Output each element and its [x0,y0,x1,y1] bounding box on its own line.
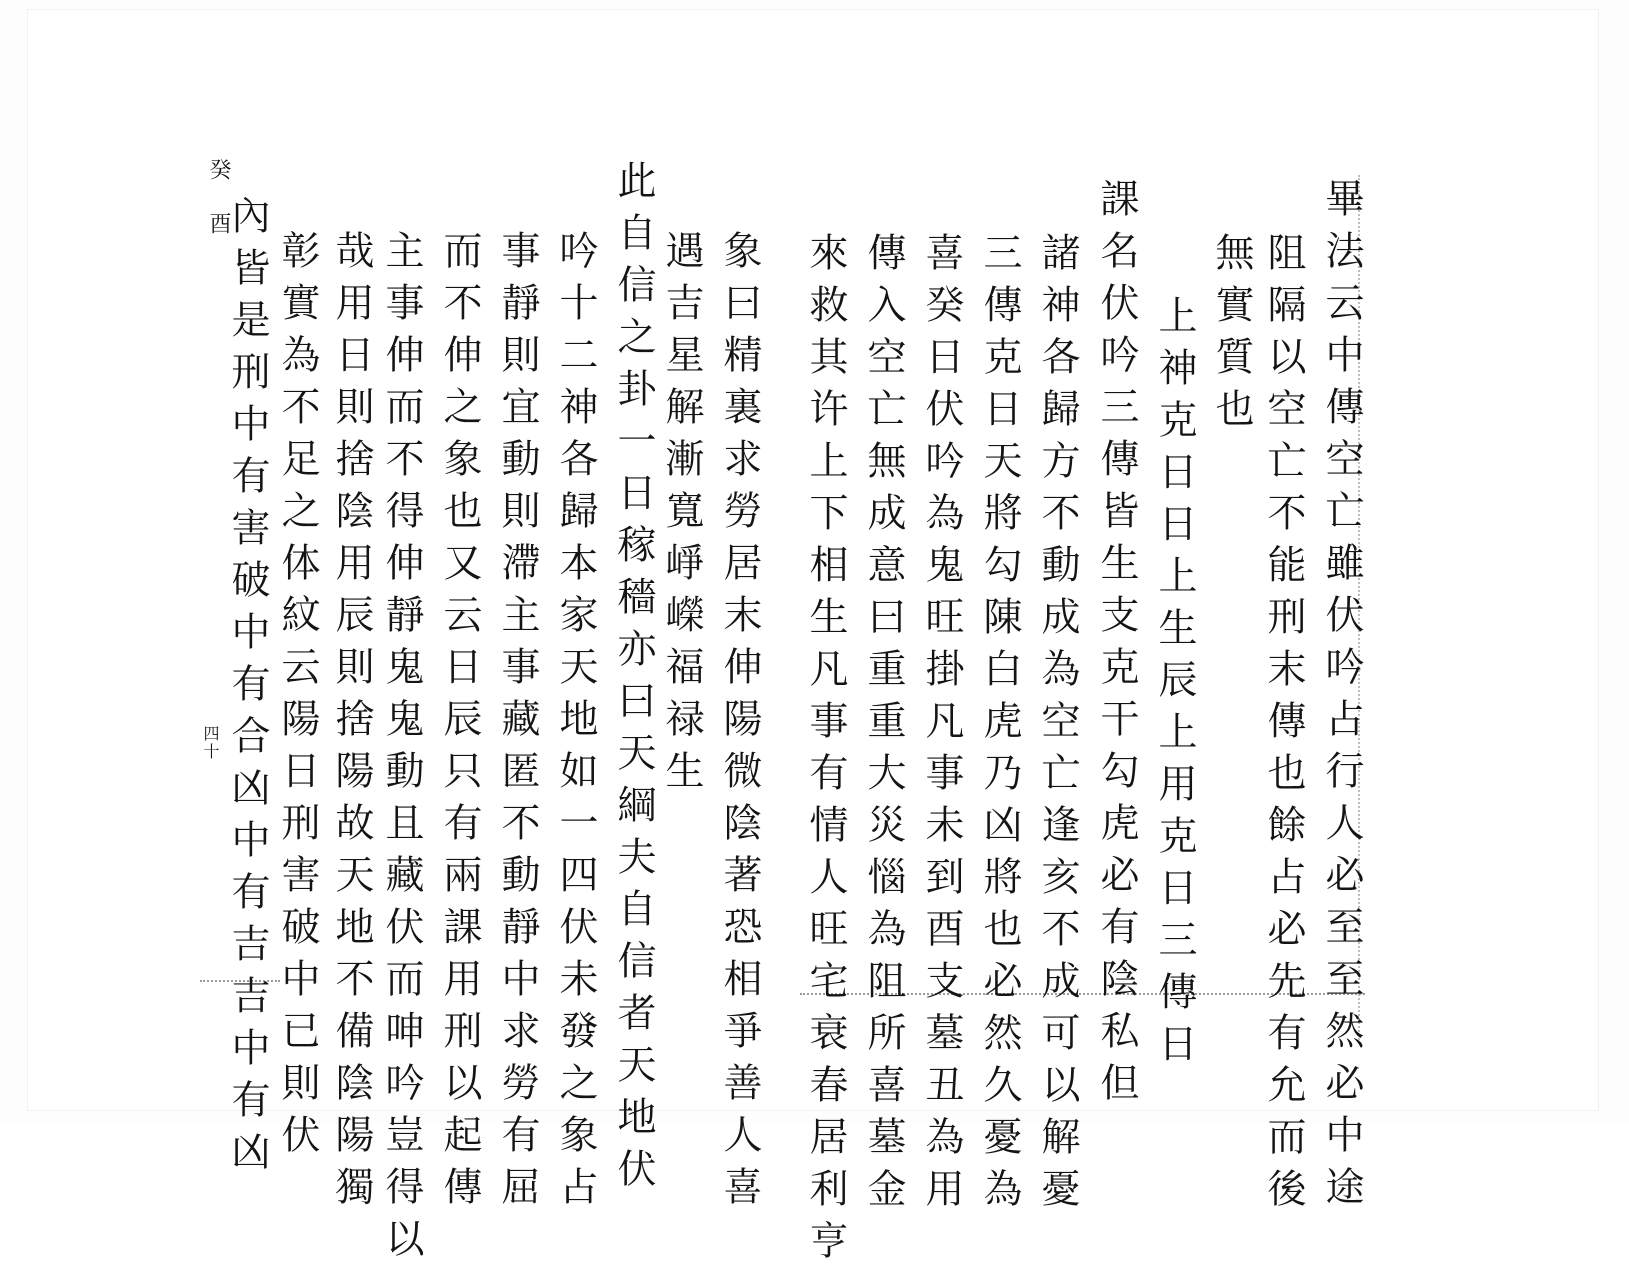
text-column: 上神克日日上生辰上用克日三傳日 [1152,295,1197,1075]
text-column: 彰實為不足之体紋云陽日刑害破中已則伏 [275,230,320,1166]
text-column: 無實質也 [1209,232,1254,440]
text-column: 畢法云中傳空亡雖伏吟占行人必至至然必中途 [1319,178,1364,1218]
text-column: 阻隔以空亡不能刑末傳也餘占必先有允而後 [1261,232,1306,1220]
text-column: 遇吉星解漸寬崢嶸福禄生 [659,230,704,802]
text-column: 而不伸之象也又云日辰只有兩課用刑以起傳 [437,230,482,1218]
margin-mark-middle: 酉 [206,212,231,240]
text-column: 主事伸而不得伸靜鬼鬼動且藏伏而呻吟豈得以 [379,230,424,1270]
text-column: 諸神各歸方不動成為空亡逢亥不成可以解憂 [1035,232,1080,1220]
text-column: 喜癸日伏吟為鬼旺掛凡事未到酉支墓丑為用 [919,232,964,1220]
text-column: 此自信之卦一日稼穡亦曰天綱夫自信者天地伏 [611,160,656,1200]
text-column: 象曰精裏求勞居末伸陽微陰著恐相爭善人喜 [717,230,762,1218]
text-column: 內皆是刑中有害破中有合凶中有吉吉中有凶 [225,195,270,1183]
text-column: 傳入空亡無成意曰重重大災惱為阻所喜墓金 [861,232,906,1220]
text-column: 課名伏吟三傳皆生支克干勾虎必有陰私但 [1094,178,1139,1114]
page-number: 四十 [201,725,220,761]
text-column: 三傳克日天將勾陳白虎乃凶將也必然久憂為 [977,232,1022,1220]
text-column: 事靜則宜動則滯主事藏匿不動靜中求勞有屈 [495,230,540,1218]
text-column: 哉用日則捨陰用辰則捨陽故天地不備陰陽獨 [329,230,374,1218]
text-column: 來救其许上下相生凡事有情人旺宅衰春居利亨 [803,232,848,1272]
text-column: 吟十二神各歸本家天地如一四伏未發之象占 [553,230,598,1218]
margin-mark-top: 癸 [206,158,231,186]
